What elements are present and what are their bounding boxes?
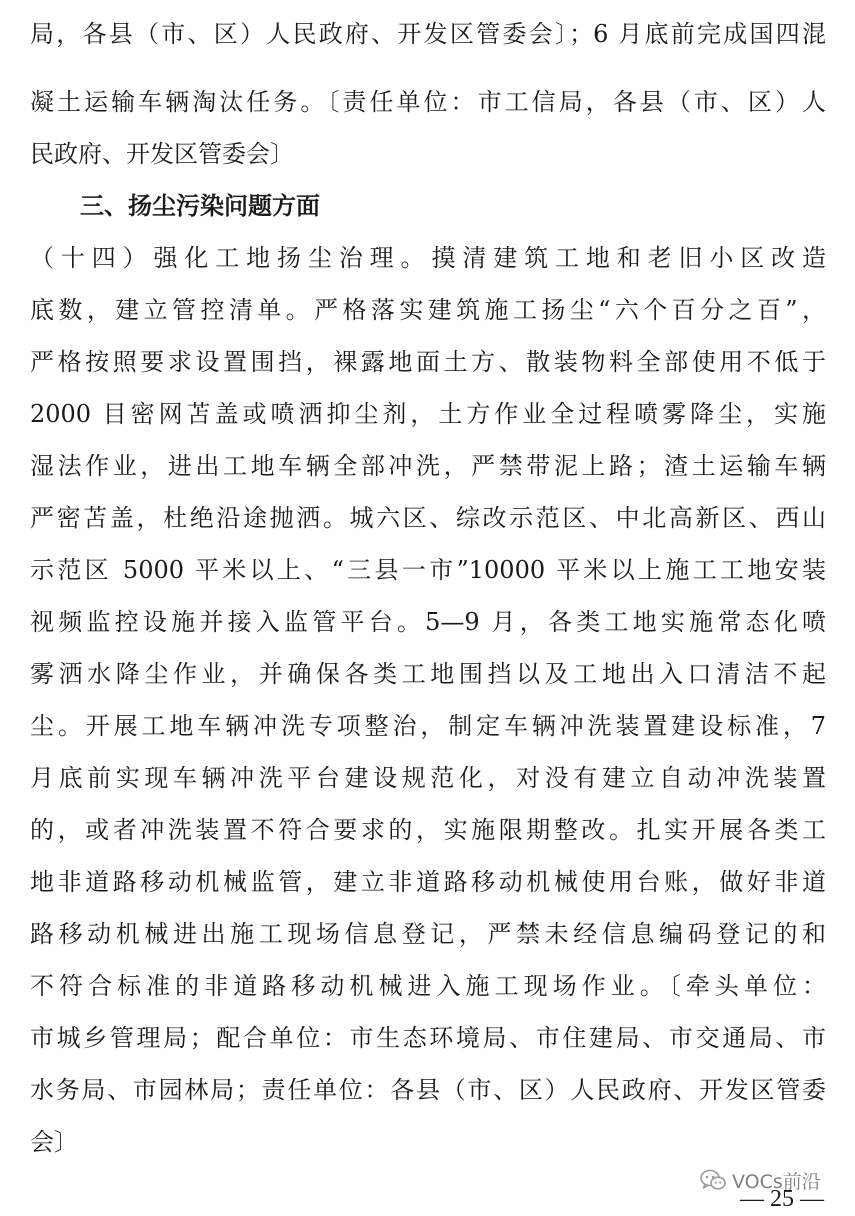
body-line: 路移动机械进出施工现场信息登记，严禁未经信息编码登记的和 [30, 920, 826, 948]
body-line: 水务局、市园林局；责任单位：各县（市、区）人民政府、开发区管委 [30, 1076, 826, 1104]
body-line: 底数，建立管控清单。严格落实建筑施工扬尘“六个百分之百”， [30, 296, 826, 324]
body-line: 2000 目密网苫盖或喷洒抑尘剂，土方作业全过程喷雾降尘，实施 [30, 400, 826, 428]
body-line: 视频监控设施并接入监管平台。5—9 月，各类工地实施常态化喷 [30, 608, 826, 636]
intro-line: 凝土运输车辆淘汰任务。〔责任单位：市工信局，各县（市、区）人 [30, 88, 826, 116]
body-line: 雾洒水降尘作业，并确保各类工地围挡以及工地出入口清洁不起 [30, 660, 826, 688]
body-line: 严格按照要求设置围挡，裸露地面土方、散装物料全部使用不低于 [30, 348, 826, 376]
body-line: 市城乡管理局；配合单位：市生态环境局、市住建局、市交通局、市 [30, 1024, 826, 1052]
body-line: 的，或者冲洗装置不符合要求的，实施限期整改。扎实开展各类工 [30, 816, 826, 844]
body-line: 尘。开展工地车辆冲洗专项整治，制定车辆冲洗装置建设标准，7 [30, 712, 826, 740]
body-line: 地非道路移动机械监管，建立非道路移动机械使用台账，做好非道 [30, 868, 826, 896]
intro-line: 局，各县（市、区）人民政府、开发区管委会〕；6 月底前完成国四混 [30, 20, 826, 48]
body-line: 示范区 5000 平米以上、“三县一市”10000 平米以上施工工地安装 [30, 556, 826, 584]
body-line: 不符合标准的非道路移动机械进入施工现场作业。〔牵头单位： [30, 972, 826, 1000]
body-line: 严密苫盖，杜绝沿途抛洒。城六区、综改示范区、中北高新区、西山 [30, 504, 826, 532]
intro-line: 民政府、开发区管委会〕 [30, 140, 294, 168]
body-line: 湿法作业，进出工地车辆全部冲洗，严禁带泥上路；渣土运输车辆 [30, 452, 826, 480]
body-line: 会〕 [30, 1128, 78, 1156]
wechat-icon [700, 1169, 726, 1191]
page-number: — 25 — [740, 1186, 824, 1212]
body-line: 月底前实现车辆冲洗平台建设规范化，对没有建立自动冲洗装置 [30, 764, 826, 792]
body-line: （十四）强化工地扬尘治理。摸清建筑工地和老旧小区改造 [30, 244, 826, 272]
section-heading: 三、扬尘污染问题方面 [80, 192, 320, 220]
watermark-text: VOCs前沿 [732, 1170, 821, 1193]
